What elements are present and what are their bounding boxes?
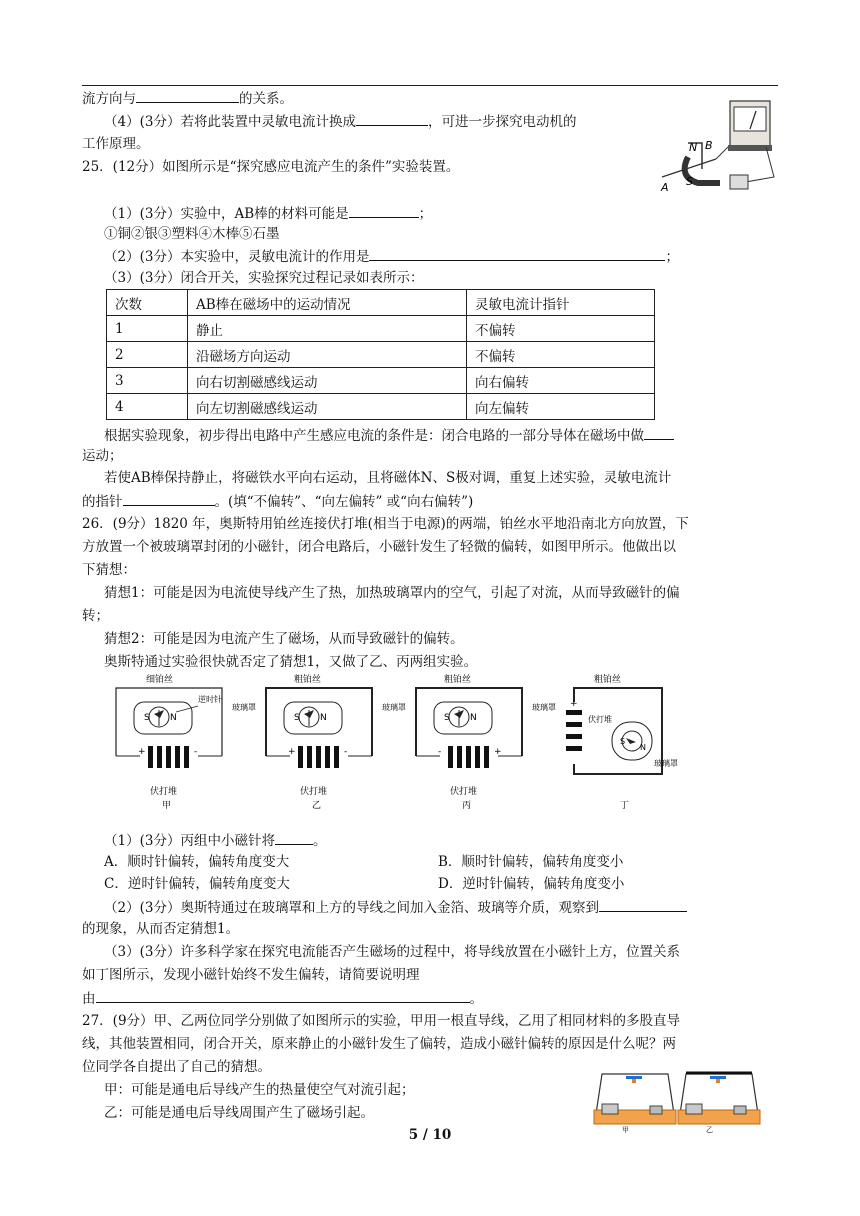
text-line: （2）(3分）本实验中，灵敏电流计的作用是 ； xyxy=(104,246,679,267)
panel-yi xyxy=(266,673,406,811)
option-a[interactable]: A．顺时针偏转，偏转角度变大 xyxy=(104,854,290,870)
svg-text:+: + xyxy=(494,747,502,757)
setup-jia xyxy=(594,1074,676,1134)
answer-blank[interactable] xyxy=(599,897,687,912)
text-line: 运动； xyxy=(82,448,123,464)
svg-text:A: A xyxy=(661,181,669,194)
svg-text:玻璃罩: 玻璃罩 xyxy=(382,703,406,712)
table-row: 2 沿磁场方向运动 不偏转 xyxy=(107,342,655,368)
table-row: 1 静止 不偏转 xyxy=(107,316,655,342)
text-line: 若使AB棒保持静止，将磁铁水平向右运动，且将磁体N、S极对调，重复上述实验，灵敏电流计 xyxy=(104,470,672,486)
svg-text:伏打堆: 伏打堆 xyxy=(150,787,178,797)
text-line: 奥斯特通过实验很快就否定了猜想1，又做了乙、丙两组实验。 xyxy=(104,654,478,670)
panel-jia xyxy=(116,673,256,811)
material-options: ①铜②银③塑料④木棒⑤石墨 xyxy=(104,226,280,242)
battery-pile xyxy=(298,746,339,768)
svg-text:-: - xyxy=(194,747,198,757)
compass-needle-icon xyxy=(626,1076,642,1079)
svg-text:伏打堆: 伏打堆 xyxy=(300,787,328,797)
table-header-row: 次数 AB棒在磁场中的运动情况 灵敏电流计指针 xyxy=(107,290,655,316)
svg-text:N: N xyxy=(470,713,477,723)
svg-text:甲: 甲 xyxy=(162,801,172,811)
svg-text:玻璃罩: 玻璃罩 xyxy=(232,703,256,712)
svg-text:S: S xyxy=(686,175,693,188)
induction-apparatus-figure xyxy=(658,97,778,197)
option-c[interactable]: C．逆时针偏转，偏转角度变大 xyxy=(104,876,290,892)
svg-text:N: N xyxy=(689,141,698,154)
compass-needle-icon xyxy=(710,1076,726,1079)
svg-text:S: S xyxy=(144,713,150,723)
table-row: 4 向左切割磁感线运动 向左偏转 xyxy=(107,394,655,420)
svg-text:粗铂丝: 粗铂丝 xyxy=(594,675,622,685)
table-row: 3 向右切割磁感线运动 向右偏转 xyxy=(107,368,655,394)
svg-text:+: + xyxy=(138,747,146,757)
svg-text:乙: 乙 xyxy=(706,1126,713,1134)
text-line: 甲：可能是通电后导线产生的热量使空气对流引起； xyxy=(104,1082,415,1098)
text-line: 下猜想： xyxy=(82,562,136,578)
answer-blank[interactable] xyxy=(275,830,313,845)
text-line: 的指针 。(填“不偏转”、“向左偏转” 或“向右偏转”) xyxy=(82,491,473,512)
text-line: 位同学各自提出了自己的猜想。 xyxy=(82,1059,271,1075)
text-line: （4）(3分）若将此装置中灵敏电流计换成 ，可进一步探究电动机的 xyxy=(104,111,576,132)
text-line: （1）(3分）丙组中小磁针将 。 xyxy=(104,830,326,851)
answer-blank[interactable] xyxy=(369,246,665,261)
text-line: （3）(3分）闭合开关，实验探究过程记录如表所示： xyxy=(104,270,424,286)
text-line: 猜想2：可能是因为电流产生了磁场，从而导致磁针的偏转。 xyxy=(104,631,464,647)
svg-text:丙: 丙 xyxy=(462,801,472,811)
svg-text:玻璃罩: 玻璃罩 xyxy=(654,759,678,768)
question-27-title: 27．(9分）甲、乙两位同学分别做了如图所示的实验，甲用一根直导线，乙用了相同材料的多股直导 xyxy=(82,1013,681,1029)
panel-ding xyxy=(566,673,678,811)
svg-text:S: S xyxy=(444,713,450,723)
svg-text:伏打堆: 伏打堆 xyxy=(450,787,478,797)
oersted-experiment-figure xyxy=(104,670,678,826)
svg-text:粗铂丝: 粗铂丝 xyxy=(294,675,322,685)
svg-text:伏打堆: 伏打堆 xyxy=(588,715,612,724)
header-rule xyxy=(82,85,778,86)
question-25-title: 25．(12分）如图所示是“探究感应电流产生的条件”实验装置。 xyxy=(82,159,460,175)
text-line: 流方向与 的关系。 xyxy=(82,88,293,109)
text-line: 的现象，从而否定猜想1。 xyxy=(82,921,240,937)
svg-text:N: N xyxy=(320,713,327,723)
answer-blank[interactable] xyxy=(356,111,428,126)
text-line: 转； xyxy=(82,608,109,624)
svg-text:-: - xyxy=(344,747,348,757)
text-line: 由 。 xyxy=(82,988,483,1009)
answer-blank[interactable] xyxy=(136,88,239,103)
svg-text:乙: 乙 xyxy=(312,801,322,811)
text-line: （3）(3分）许多科学家在探究电流能否产生磁场的过程中，将导线放置在小磁针上方，位置关系 xyxy=(104,944,680,960)
svg-text:+: + xyxy=(570,699,578,709)
text-line: 猜想1：可能是因为电流使导线产生了热，加热玻璃罩内的空气，引起了对流，从而导致磁针的偏 xyxy=(104,585,680,601)
svg-text:玻璃罩: 玻璃罩 xyxy=(532,703,556,712)
question-26-title: 26．(9分）1820 年，奥斯特用铂丝连接伏打堆(相当于电源)的两端，铂丝水平地沿南北方向放置，下 xyxy=(82,516,689,532)
text-line: 如丁图所示，发现小磁针始终不发生偏转，请简要说明理 xyxy=(82,967,420,983)
experiment-record-table xyxy=(106,289,655,420)
text-line: 根据实验现象，初步得出电路中产生感应电流的条件是：闭合电路的一部分导体在磁场中做 xyxy=(104,425,674,446)
svg-text:N: N xyxy=(640,743,646,752)
svg-text:丁: 丁 xyxy=(620,801,630,811)
svg-text:粗铂丝: 粗铂丝 xyxy=(444,675,472,685)
svg-text:N: N xyxy=(170,713,177,723)
text-line: 乙：可能是通电后导线周围产生了磁场引起。 xyxy=(104,1105,374,1121)
svg-text:-: - xyxy=(438,747,442,757)
svg-text:S: S xyxy=(294,713,300,723)
svg-text:S: S xyxy=(620,737,626,746)
text-line: 方放置一个被玻璃罩封闭的小磁针，闭合电路后，小磁针发生了轻微的偏转，如图甲所示。他做出以 xyxy=(82,539,676,555)
battery-pile xyxy=(148,746,189,768)
option-d[interactable]: D．逆时针偏转，偏转角度变小 xyxy=(438,876,625,892)
svg-text:B: B xyxy=(705,139,713,152)
wire-experiment-figure xyxy=(594,1064,774,1134)
text-line: 工作原理。 xyxy=(82,136,150,152)
page-number: 5 / 10 xyxy=(408,1127,452,1143)
setup-yi xyxy=(678,1073,760,1134)
svg-text:细铂丝: 细铂丝 xyxy=(146,675,174,685)
answer-blank[interactable] xyxy=(349,203,419,218)
text-line: 线，其他装置相同，闭合开关，原来静止的小磁针发生了偏转，造成小磁针偏转的原因是什么呢？两 xyxy=(82,1036,676,1052)
answer-blank[interactable] xyxy=(644,425,674,440)
svg-text:逆时针: 逆时针 xyxy=(198,695,222,704)
answer-blank[interactable] xyxy=(96,988,470,1003)
option-b[interactable]: B．顺时针偏转，偏转角度变小 xyxy=(438,854,624,870)
switch-icon xyxy=(730,175,748,189)
svg-text:+: + xyxy=(288,747,296,757)
text-line: （1）(3分）实验中，AB棒的材料可能是 ； xyxy=(104,203,432,224)
answer-blank[interactable] xyxy=(123,491,215,506)
text-line: （2）(3分）奥斯特通过在玻璃罩和上方的导线之间加入金箔、玻璃等介质，观察到 xyxy=(104,897,687,918)
panel-bing xyxy=(416,673,556,811)
battery-pile xyxy=(448,746,489,768)
svg-text:甲: 甲 xyxy=(622,1126,629,1134)
